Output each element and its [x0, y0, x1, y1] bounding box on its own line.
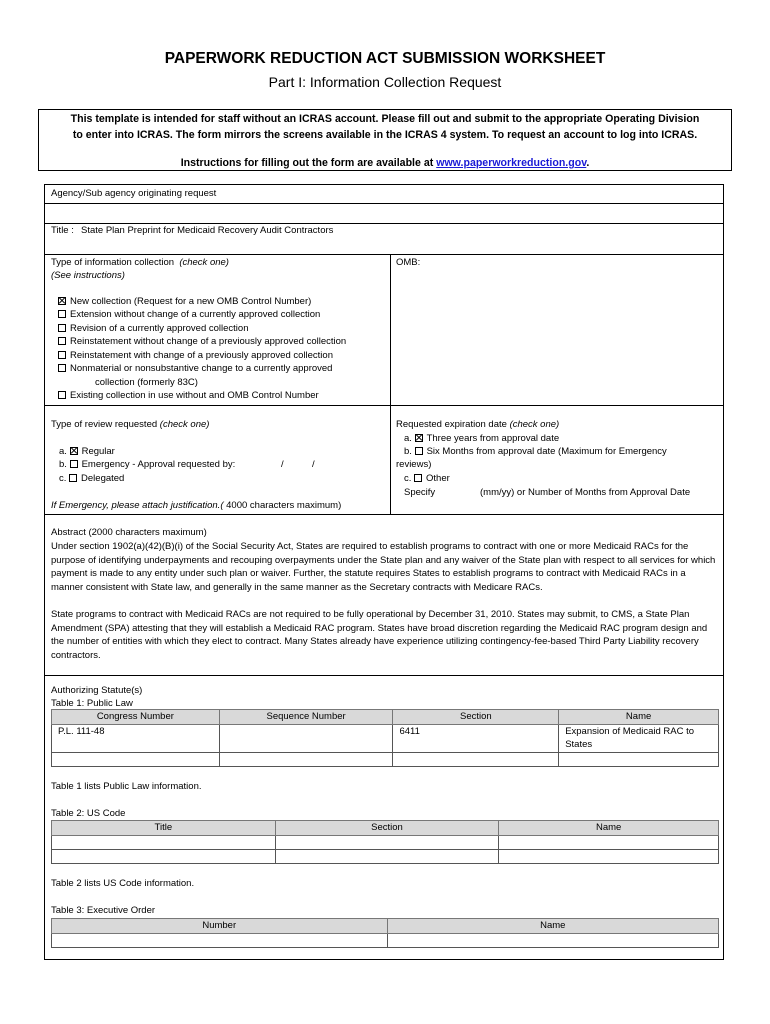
column-header: Congress Number: [52, 710, 220, 725]
table1-title: Table 1: Public Law: [51, 698, 133, 709]
specify-label: Specify: [404, 487, 436, 498]
column-header: Section: [275, 821, 499, 836]
table-cell[interactable]: P.L. 111-48: [52, 724, 220, 752]
table3-title: Table 3: Executive Order: [51, 905, 156, 916]
table-header-row: [52, 710, 719, 725]
table-cell[interactable]: [499, 849, 719, 863]
collection-type-label: Type of information collection (check one): [51, 257, 229, 268]
table2-caption: Table 2 lists US Code information.: [51, 878, 195, 889]
table-cell[interactable]: [52, 752, 220, 766]
omb-label: OMB:: [396, 257, 421, 268]
page-title: PAPERWORK REDUCTION ACT SUBMISSION WORKSHEET: [164, 50, 606, 67]
checkbox-icon[interactable]: [415, 447, 423, 455]
page-subtitle: Part I: Information Collection Request: [268, 74, 502, 90]
instructions-suffix: .: [586, 157, 590, 169]
checkbox-icon[interactable]: [58, 391, 66, 399]
divider: [390, 406, 391, 514]
table-cell[interactable]: [559, 752, 719, 766]
table-row: [52, 933, 719, 947]
title-row[interactable]: [45, 224, 723, 255]
date-slash-2: /: [312, 459, 315, 470]
checkbox-icon[interactable]: [58, 351, 66, 359]
column-header: Section: [393, 710, 559, 725]
table-cell[interactable]: [219, 724, 393, 752]
date-slash-1: /: [281, 459, 284, 470]
see-instructions: (See instructions): [51, 270, 125, 281]
option-nonmaterial-cont: collection (formerly 83C): [95, 377, 198, 388]
expiration-option-six-months[interactable]: b. Six Months from approval date (Maximum for Emergency: [404, 446, 667, 457]
expiration-option-three-years[interactable]: a. Three years from approval date: [404, 433, 560, 444]
checkbox-checked-icon[interactable]: [415, 434, 423, 442]
table-header-row: [52, 919, 719, 934]
instructions-line: [39, 155, 731, 171]
column-header: Title: [52, 821, 276, 836]
agency-input-row[interactable]: [45, 204, 723, 224]
checkbox-icon[interactable]: [58, 324, 66, 332]
abstract-label: Abstract (2000 characters maximum): [51, 527, 207, 538]
notice-box: [38, 109, 732, 171]
notice-line-2: to enter into ICRAS. The form mirrors the screens available in the ICRAS 4 system. To request an account to log into ICRAS.: [72, 129, 698, 141]
abstract-paragraph-1: Under section 1902(a)(42)(B)(i) of the Social Security Act, States are required to establish programs to contract with one or more Medicaid RACs for the purpose of identifying underpayments and recouping overpayments under the State plan and any waiver of the State plan with respect to all services for which payment is made to any entity under such plan or waiver. Further, the statute requires States to establish programs to contract with Medicaid RACs in a manner consistent with State law, and generally in the same manner as the Secretary contracts with Medicare RACs.: [51, 541, 716, 593]
table-cell[interactable]: [52, 933, 388, 947]
column-header: Number: [52, 919, 388, 934]
statutes-label: Authorizing Statute(s): [51, 685, 143, 696]
title-value: State Plan Preprint for Medicaid Recovery Audit Contractors: [81, 225, 334, 236]
notice-line-1: This template is intended for staff without an ICRAS account. Please fill out and submit to the appropriate Operating Division: [70, 113, 700, 125]
expiration-label: Requested expiration date (check one): [396, 419, 560, 430]
table-cell[interactable]: [387, 933, 719, 947]
specify-detail: (mm/yy) or Number of Months from Approval Date: [480, 487, 691, 498]
review-option-emergency[interactable]: b. Emergency - Approval requested by:: [59, 459, 236, 470]
divider: [390, 255, 391, 405]
option-reinstatement-with[interactable]: Reinstatement with change of a previously approved collection: [58, 349, 333, 363]
abstract-paragraph-2: State programs to contract with Medicaid RACs are not required to be fully operational by December 31, 2010. States may submit, to CMS, a State Plan Amendment (SPA) attesting that they will establish a Medicaid RAC program. States have broad discretion regarding the Medicaid RAC program design and the number of entities with which they elect to contract. Many States already have experience utilizing contingency-fee-based Third Party Liability recovery contractors.: [51, 609, 708, 661]
checkbox-icon[interactable]: [69, 474, 77, 482]
table-row: [52, 724, 719, 752]
us-code-table: [51, 820, 719, 864]
option-nonmaterial[interactable]: Nonmaterial or nonsubstantive change to a currently approved: [58, 362, 332, 376]
review-section: [45, 406, 723, 515]
check-one-hint: (check one): [179, 257, 229, 268]
table-cell[interactable]: [52, 849, 276, 863]
column-header: Name: [499, 821, 719, 836]
table-cell[interactable]: [275, 849, 499, 863]
agency-label: Agency/Sub agency originating request: [51, 188, 217, 199]
column-header: Sequence Number: [219, 710, 393, 725]
agency-row: [45, 185, 723, 204]
table1-caption: Table 1 lists Public Law information.: [51, 781, 202, 792]
option-extension[interactable]: Extension without change of a currently approved collection: [58, 308, 320, 322]
table-cell[interactable]: [52, 835, 276, 849]
checkbox-icon[interactable]: [58, 364, 66, 372]
option-existing[interactable]: Existing collection in use without and OMB Control Number: [58, 389, 319, 403]
collection-type-section: [45, 255, 723, 406]
submission-form: [44, 184, 724, 960]
checkbox-icon[interactable]: [58, 310, 66, 318]
column-header: Name: [387, 919, 719, 934]
option-new-collection[interactable]: New collection (Request for a new OMB Control Number): [58, 295, 311, 309]
public-law-table: [51, 709, 719, 767]
table2-title: Table 2: US Code: [51, 808, 126, 819]
table-cell[interactable]: Expansion of Medicaid RAC to States: [559, 724, 719, 752]
checkbox-icon[interactable]: [414, 474, 422, 482]
table-cell[interactable]: 6411: [393, 724, 559, 752]
title-label: Title :: [51, 225, 74, 236]
table-row: [52, 835, 719, 849]
checkbox-checked-icon[interactable]: [58, 297, 66, 305]
table-cell[interactable]: [219, 752, 393, 766]
abstract-section: [45, 515, 723, 676]
table-row: [52, 849, 719, 863]
checkbox-icon[interactable]: [58, 337, 66, 345]
table-row: [52, 752, 719, 766]
review-option-regular[interactable]: a. Regular: [59, 446, 115, 457]
table-header-row: [52, 821, 719, 836]
executive-order-table: [51, 918, 719, 948]
review-label: Type of review requested (check one): [51, 419, 210, 430]
table-cell[interactable]: [275, 835, 499, 849]
column-header: Name: [559, 710, 719, 725]
table-cell[interactable]: [393, 752, 559, 766]
emergency-note: If Emergency, please attach justification.( 4000 characters maximum): [51, 500, 342, 511]
option-reinstatement-without[interactable]: Reinstatement without change of a previously approved collection: [58, 335, 346, 349]
option-revision[interactable]: Revision of a currently approved collection: [58, 322, 248, 336]
expiration-option-six-months-cont: reviews): [396, 459, 432, 470]
instructions-link[interactable]: www.paperworkreduction.gov: [436, 157, 587, 169]
checkbox-icon[interactable]: [70, 460, 78, 468]
review-option-delegated[interactable]: c. Delegated: [59, 473, 125, 484]
checkbox-checked-icon[interactable]: [70, 447, 78, 455]
table-cell[interactable]: [499, 835, 719, 849]
instructions-text: Instructions for filling out the form are available at: [180, 157, 434, 169]
expiration-option-other[interactable]: c. Other: [404, 473, 450, 484]
